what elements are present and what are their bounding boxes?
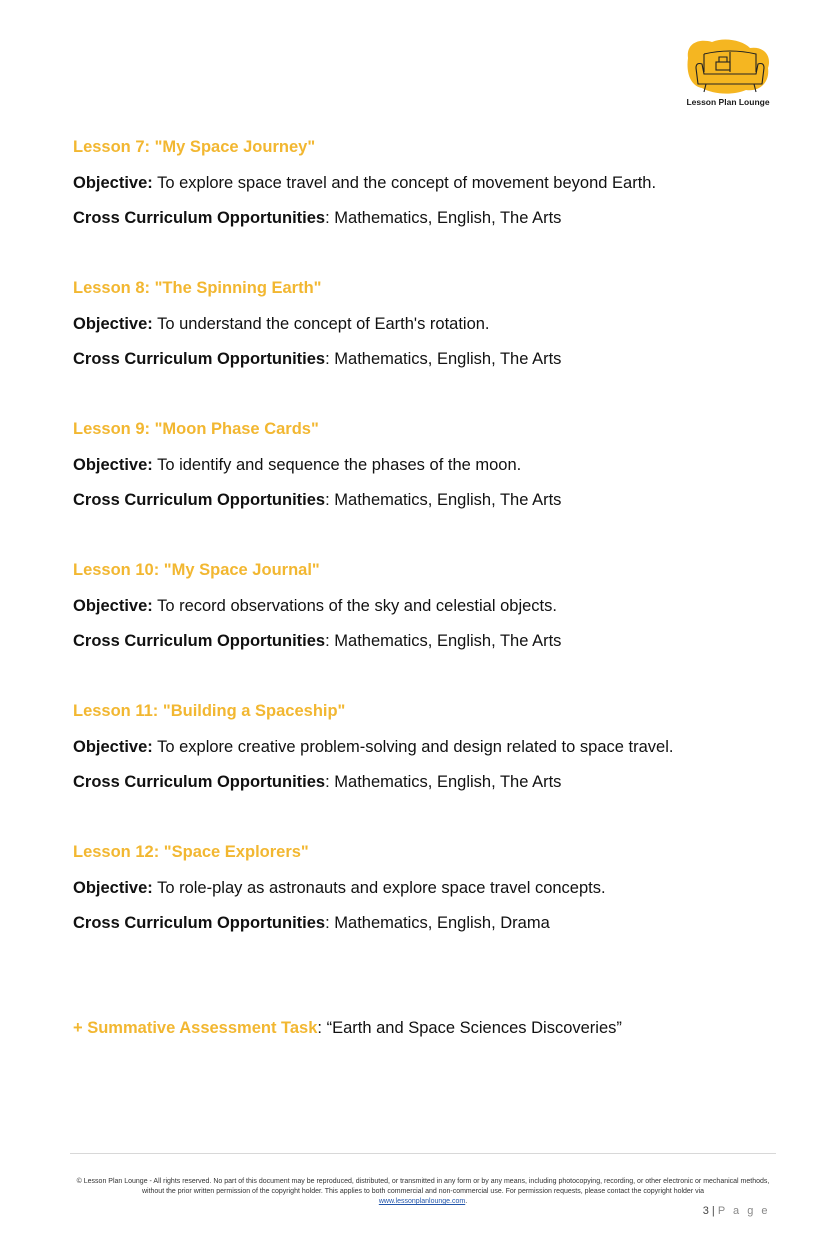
lesson-cross-curriculum: Cross Curriculum Opportunities: Mathematics, English, Drama <box>73 914 550 932</box>
copyright-text: © Lesson Plan Lounge - All rights reserved. No part of this document may be reproduced, distributed, or transmitted in any form or by any means, including photocopying, recording, or other electronic or mechanical methods, without the prior written permission of the copyright holder. This applies to both commercial and non-commercial use. For permission requests, please contact the copyright holder via <box>76 1178 770 1195</box>
summative-text: “Earth and Space Sciences Discoveries” <box>326 1019 622 1037</box>
cross-curriculum-label: Cross Curriculum Opportunities <box>73 350 326 368</box>
lesson-objective <box>73 878 773 898</box>
lesson-title: Lesson 8: "The Spinning Earth" <box>73 279 322 297</box>
objective-label: Objective: <box>73 315 153 333</box>
objective-text: To explore space travel and the concept of movement beyond Earth. <box>157 174 657 192</box>
objective-text: To explore creative problem-solving and design related to space travel. <box>157 738 674 756</box>
cross-curriculum-label: Cross Curriculum Opportunities <box>73 491 326 509</box>
cross-curriculum-text: Mathematics, English, The Arts <box>334 632 562 650</box>
lesson-section <box>73 842 773 933</box>
lesson-objective <box>73 596 773 616</box>
lesson-section <box>73 419 773 510</box>
sofa-logo-icon <box>684 38 772 96</box>
objective-label: Objective: <box>73 597 153 615</box>
cross-curriculum-label: Cross Curriculum Opportunities <box>73 632 326 650</box>
lesson-title: Lesson 11: "Building a Spaceship" <box>73 702 346 720</box>
cross-curriculum-label: Cross Curriculum Opportunities <box>73 914 326 932</box>
lesson-title: Lesson 10: "My Space Journal" <box>73 561 320 579</box>
lesson-section <box>73 560 773 651</box>
footer-copyright: © Lesson Plan Lounge - All rights reserved. No part of this document may be reproduced, distributed, or transmitted in any form or by any means, including photocopying, recording, or other electronic or mechanical methods, without the prior written permission of the copyright holder. This applies to both commercial and non-commercial use. For permission requests, please contact the copyright holder via www.lessonplanlounge.com. <box>76 1178 770 1205</box>
page-number: 3 | P a g e <box>702 1205 770 1217</box>
cross-curriculum-label: Cross Curriculum Opportunities <box>73 773 326 791</box>
objective-label: Objective: <box>73 879 153 897</box>
cross-curriculum-text: Mathematics, English, The Arts <box>334 209 562 227</box>
lesson-section <box>73 278 773 369</box>
summative-assessment: + Summative Assessment Task: “Earth and Space Sciences Discoveries” <box>73 1019 622 1037</box>
cross-curriculum-text: Mathematics, English, The Arts <box>334 350 562 368</box>
website-link[interactable]: www.lessonplanlounge.com <box>378 1198 466 1205</box>
objective-label: Objective: <box>73 456 153 474</box>
brand-name: Lesson Plan Lounge <box>686 97 770 107</box>
objective-text: To identify and sequence the phases of the moon. <box>157 456 522 474</box>
objective-text: To record observations of the sky and celestial objects. <box>157 597 557 615</box>
objective-text: To role-play as astronauts and explore space travel concepts. <box>157 879 606 897</box>
lesson-cross-curriculum: Cross Curriculum Opportunities: Mathematics, English, The Arts <box>73 773 562 791</box>
lesson-title: Lesson 9: "Moon Phase Cards" <box>73 420 319 438</box>
lesson-objective <box>73 314 773 334</box>
page-word: P a g e <box>717 1205 770 1217</box>
cross-curriculum-text: Mathematics, English, The Arts <box>334 491 562 509</box>
lesson-objective <box>73 737 773 757</box>
footer-divider <box>70 1153 776 1154</box>
lesson-title: Lesson 7: "My Space Journey" <box>73 138 316 156</box>
cross-curriculum-label: Cross Curriculum Opportunities <box>73 209 326 227</box>
lesson-objective <box>73 173 773 193</box>
objective-text: To understand the concept of Earth's rotation. <box>157 315 490 333</box>
objective-label: Objective: <box>73 738 153 756</box>
objective-label: Objective: <box>73 174 153 192</box>
cross-curriculum-text: Mathematics, English, Drama <box>334 914 550 932</box>
lesson-cross-curriculum: Cross Curriculum Opportunities: Mathematics, English, The Arts <box>73 491 562 509</box>
lesson-cross-curriculum: Cross Curriculum Opportunities: Mathematics, English, The Arts <box>73 632 562 650</box>
page-number-value: 3 <box>702 1205 709 1217</box>
lesson-cross-curriculum: Cross Curriculum Opportunities: Mathematics, English, The Arts <box>73 350 562 368</box>
brand-logo <box>680 36 780 114</box>
summative-label: + Summative Assessment Task <box>73 1019 318 1037</box>
lesson-objective <box>73 455 773 475</box>
lesson-title: Lesson 12: "Space Explorers" <box>73 843 309 861</box>
lesson-section <box>73 701 773 792</box>
lesson-section <box>73 137 773 228</box>
lesson-cross-curriculum: Cross Curriculum Opportunities: Mathematics, English, The Arts <box>73 209 562 227</box>
cross-curriculum-text: Mathematics, English, The Arts <box>334 773 562 791</box>
